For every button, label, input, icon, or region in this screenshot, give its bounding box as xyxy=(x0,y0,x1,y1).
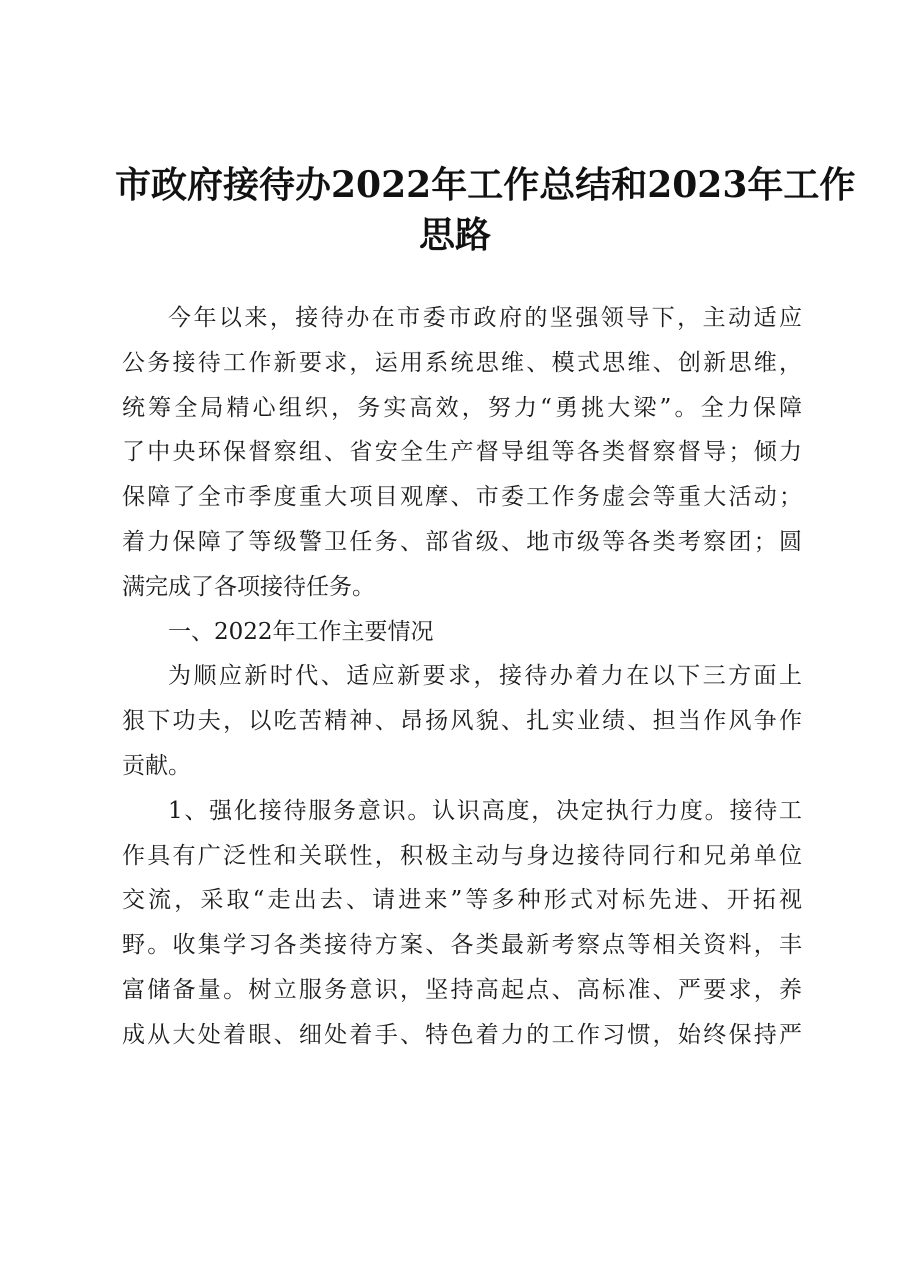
text-line: 贡献。 xyxy=(122,752,191,779)
text-line: 统筹全局精心组织，务实高效，努力“勇挑大梁”。全力保障 xyxy=(122,394,802,421)
paragraph-intro xyxy=(122,296,802,610)
text-line: 满完成了各项接待任务。 xyxy=(122,573,375,600)
text-line: 交流，采取“走出去、请进来”等多种形式对标先进、开拓视 xyxy=(122,887,802,914)
text-line: 了中央环保督察组、省安全生产督导组等各类督察督导；倾力 xyxy=(122,439,802,466)
text-line: 狠下功夫，以吃苦精神、昂扬风貌、扎实业绩、担当作风争作 xyxy=(122,708,802,735)
section-heading-text: 一、2022年工作主要情况 xyxy=(168,618,434,645)
text-line: 富储备量。树立服务意识，坚持高起点、高标准、严要求，养 xyxy=(122,976,802,1003)
text-line: 作具有广泛性和关联性，积极主动与身边接待同行和兄弟单位 xyxy=(122,842,802,869)
text-line: 今年以来，接待办在市委市政府的坚强领导下，主动适应 xyxy=(168,305,802,331)
document-title xyxy=(115,160,856,260)
paragraph-overview xyxy=(122,654,802,788)
text-line: 为顺应新时代、适应新要求，接待办着力在以下三方面上 xyxy=(168,663,802,690)
title-line-1: 市政府接待办2022年工作总结和2023年工作 xyxy=(115,164,856,206)
text-line: 1、强化接待服务意识。认识高度，决定执行力度。接待工 xyxy=(168,797,802,824)
text-line: 成从大处着眼、细处着手、特色着力的工作习惯，始终保持严 xyxy=(122,1021,802,1048)
paragraph-item-1 xyxy=(122,789,802,1058)
text-line: 着力保障了等级警卫任务、部省级、地市级等各类考察团；圆 xyxy=(122,528,802,555)
text-line: 公务接待工作新要求，运用系统思维、模式思维、创新思维， xyxy=(122,349,802,376)
text-line: 保障了全市季度重大项目观摩、市委工作务虚会等重大活动； xyxy=(122,484,802,511)
title-line-2: 思路 xyxy=(418,214,491,256)
section-heading xyxy=(122,610,802,655)
document-body xyxy=(122,296,802,1058)
text-line: 野。收集学习各类接待方案、各类最新考察点等相关资料，丰 xyxy=(122,932,802,959)
